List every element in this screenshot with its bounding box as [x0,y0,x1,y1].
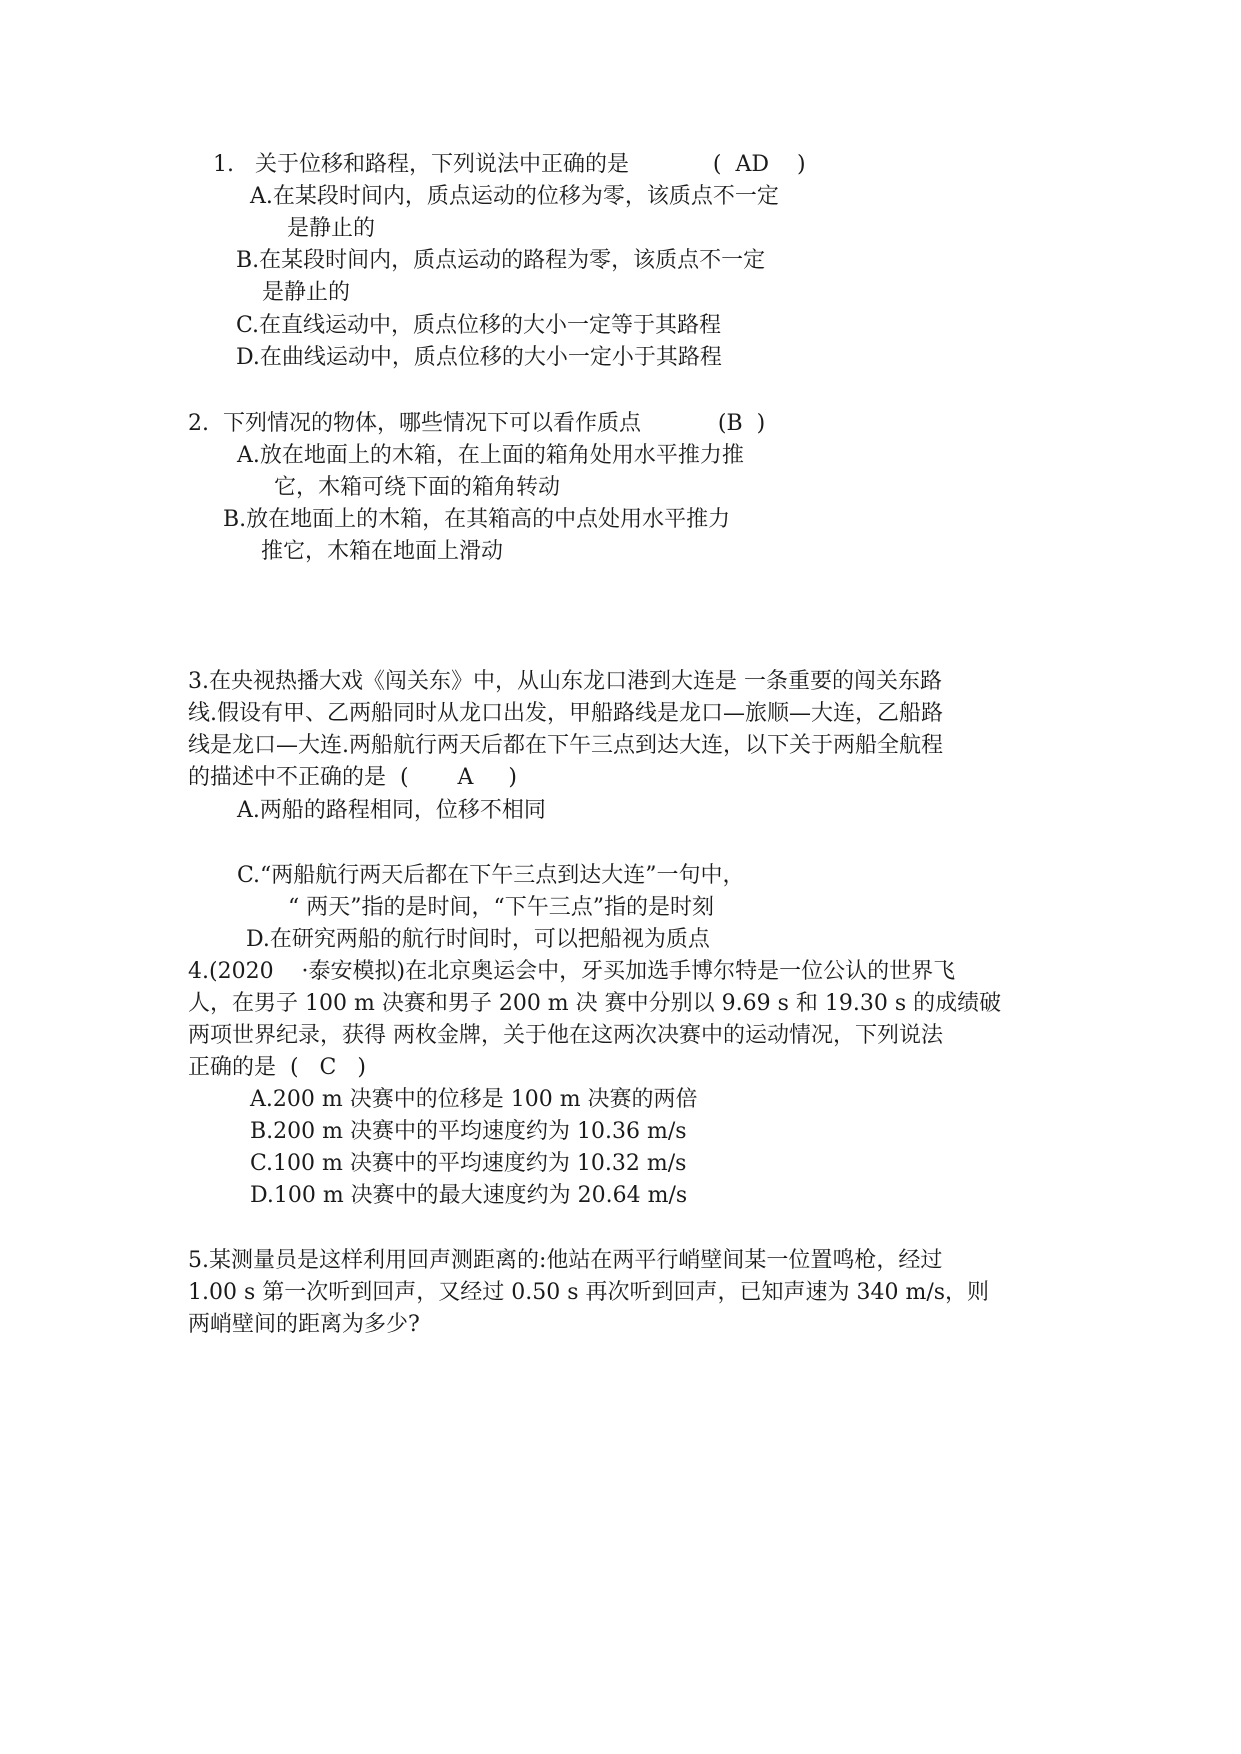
question-4-option-a: A.200 m 决赛中的位移是 100 m 决赛的两倍 [250,1087,698,1112]
question-3-stem-line-2: 线.假设有甲、乙两船同时从龙口出发，甲船路线是龙口—旅顺—大连，乙船路 [188,701,943,726]
question-3-option-c: C.“两船航行两天后都在下午三点到达大连”一句中， [237,863,745,888]
question-5-stem-line-1: 5.某测量员是这样利用回声测距离的:他站在两平行峭壁间某一位置鸣枪，经过 [188,1248,943,1273]
question-4-stem-line-2: 人，在男子 100 m 决赛和男子 200 m 决 赛中分别以 9.69 s 和 19.30 s 的成绩破 [188,991,1002,1016]
question-5-stem-line-3: 两峭壁间的距离为多少? [188,1312,420,1337]
question-2-stem: 2. 下列情况的物体，哪些情况下可以看作质点 (B ) [188,411,766,436]
question-3-stem-line-3: 线是龙口—大连.两船航行两天后都在下午三点到达大连，以下关于两船全航程 [188,733,943,758]
question-4-option-d: D.100 m 决赛中的最大速度约为 20.64 m/s [250,1183,688,1208]
question-3-option-d: D.在研究两船的航行时间时，可以把船视为质点 [246,927,710,952]
question-1-option-a: A.在某段时间内，质点运动的位移为零，该质点不一定 [250,184,779,209]
question-2-option-b: B.放在地面上的木箱，在其箱高的中点处用水平推力 [223,507,731,532]
question-4-stem-line-3: 两项世界纪录，获得 两枚金牌，关于他在这两次决赛中的运动情况，下列说法 [188,1023,943,1048]
question-5-stem-line-2: 1.00 s 第一次听到回声，又经过 0.50 s 再次听到回声，已知声速为 340 m/s，则 [188,1280,990,1305]
question-1-option-c: C.在直线运动中，质点位移的大小一定等于其路程 [236,313,722,338]
question-1-option-d: D.在曲线运动中，质点位移的大小一定小于其路程 [236,345,722,370]
question-1-option-a-cont: 是静止的 [287,216,376,241]
question-2-option-a: A.放在地面上的木箱，在上面的箱角处用水平推力推 [237,443,744,468]
question-1-option-b: B.在某段时间内，质点运动的路程为零，该质点不一定 [236,248,766,273]
question-2-option-b-cont: 推它，木箱在地面上滑动 [261,539,504,564]
question-1-stem: 1. 关于位移和路程，下列说法中正确的是 ( AD ) [213,152,806,177]
question-3-stem-line-1: 3.在央视热播大戏《闯关东》中，从山东龙口港到大连是 一条重要的闯关东路 [188,669,942,694]
question-3-stem-line-4: 的描述中不正确的是 ( A ) [188,765,517,790]
question-4-stem-line-1: 4.(2020 ·泰安模拟)在北京奥运会中，牙买加选手博尔特是一位公认的世界飞 [188,959,956,984]
question-4-stem-line-4: 正确的是 ( C ) [188,1055,366,1080]
question-3-option-a: A.两船的路程相同，位移不相同 [237,798,546,823]
question-2-option-a-cont: 它，木箱可绕下面的箱角转动 [274,475,561,500]
question-1-option-b-cont: 是静止的 [262,280,351,305]
question-4-option-c: C.100 m 决赛中的平均速度约为 10.32 m/s [250,1151,687,1176]
question-4-option-b: B.200 m 决赛中的平均速度约为 10.36 m/s [250,1119,687,1144]
question-3-option-c-cont: “ 两天”指的是时间，“下午三点”指的是时刻 [288,895,714,920]
